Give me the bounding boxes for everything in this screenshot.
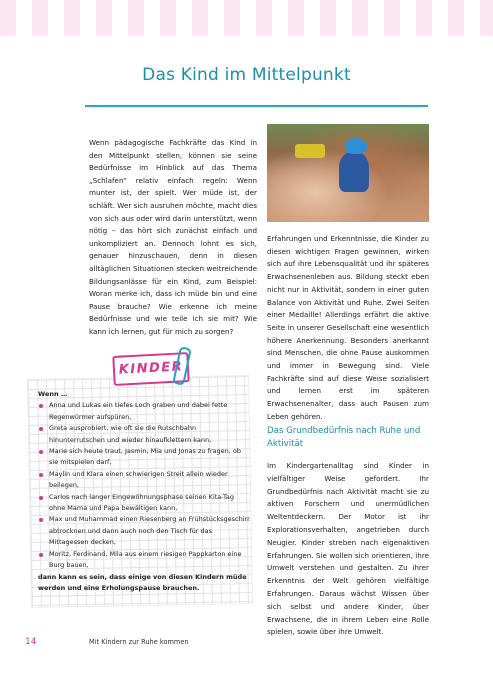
list-item	[38, 514, 250, 548]
list-item-text: Maylin und Klara einen schwierigen Streit allein wieder beilegen,	[49, 469, 228, 490]
list-item	[38, 400, 250, 423]
photo-hat	[345, 138, 367, 154]
body-paragraph-2: Im Kindergartenalltag sind Kinder in vielfältiger Weise gefordert. Ihr Grundbedürfnis nach Aktivität macht sie zu aktiven Forschern und unermüdlichen Weltentdeckern. Der Motor ist ihr Explorationsverhalten, angetrieben durch Neugier. Kinder streben nach eigenaktiven Erfahrungen. Sie wollen sich orientieren, ihre Umwelt verstehen und gestalten. Zu ihrer Erkenntnis der Welt gehören vielfältige Erfahrungen. Daraus wächst Wissen über sich selbst und andere Kinder, über Erwachsene, die in ihrem Leben eine Rolle spielen, sowie über ihre Umwelt.	[267, 461, 429, 637]
list-item	[38, 423, 250, 446]
header-stripes	[0, 0, 493, 36]
bullet-icon	[39, 450, 43, 454]
photo-child-playing-in-sand	[267, 124, 429, 222]
list-item	[38, 549, 250, 572]
section-heading: Das Grundbedürfnis nach Ruhe und Aktivität	[267, 426, 421, 449]
intro-paragraph: Wenn pädagogische Fachkräfte das Kind in den Mittelpunkt stellen, können sie seine Bedürfnisse im Hinblick auf das Thema „Schlafen“ relativ einfach regeln: Wenn munter ist, der spielt. Wer müde ist, der schläft. Wer sich ausruhen möchte, macht dies von sich aus oder wird darin unterstützt, wenn nötig – das hört sich zunächst einfach und unkompliziert an. Dennoch lohnt es sich, genauer hinzuschauen, denn in diesen alltäglichen Situationen stecken weitreichende Bildungsanlässe für ein Kind, zum Beispiel: Woran merke ich, dass ich müde bin und eine Pause brauche? Wie erkenne ich meine Bedürfnisse und wie teile ich sie mit? Wie kann ich lernen, gut für mich zu sorgen?	[89, 138, 257, 336]
list-item	[38, 492, 250, 515]
bullet-icon	[39, 553, 43, 557]
list-item	[38, 469, 250, 492]
list-item-text: Marie sich heute traut, Jasmin, Mia und Jonas zu fragen, ob sie mitspielen darf,	[49, 447, 241, 467]
page-title: Das Kind im Mittelpunkt	[142, 65, 351, 85]
photo-child	[339, 152, 369, 192]
title-divider	[85, 105, 428, 107]
list-item	[38, 446, 250, 469]
bullet-icon	[39, 473, 43, 477]
info-box-list	[38, 400, 250, 571]
list-item-text: Carlos nach langer Eingewöhnungsphase seinen Kita-Tag ohne Mama und Papa bewältigen kann,	[49, 492, 235, 513]
body-paragraph-1: Erfahrungen und Erkenntnisse, die Kinder zu diesen wichtigen Fragen gewinnen, wirken sich auf ihre Lebensqualität und ihr späteres Erwachsenenleben aus. Bildung steckt eben nicht nur in Aktivität, sondern in einer guten Balance von Aktivität und Ruhe. Zwei Seiten einer Medaille! Allerdings erfährt die aktive Seite in unserer Gesellschaft eine wesentlich höhere Anerkennung. Besonders anerkannt sind Menschen, die ohne Pause auskommen und immer in Bewegung sind. Viele Fachkräfte sind auf diese Weise sozialisiert und lernen erst im späteren Erwachsenenalter, dass auch Pausen zum Leben gehören.	[267, 234, 429, 421]
list-item-text: Max und Muhammad einen Riesenberg an Frühstücksgeschirr abtrocknen und dann auch noch den Tisch für das Mittagessen decken,	[49, 515, 250, 547]
info-box-lead: Wenn …	[38, 390, 68, 398]
info-box-closing: dann kann es sein, dass einige von diesen Kindern müde werden und eine Erholungspause brauchen.	[38, 572, 247, 592]
list-item-text: Moritz, Ferdinand, Mila aus einem riesigen Pappkarton eine Burg bauen,	[49, 549, 242, 570]
list-item-text: Greta ausprobiert, wie oft sie die Rutschbahn hinunterrutschen und wieder hinaufklettern kann,	[49, 424, 212, 444]
bullet-icon	[39, 496, 43, 500]
bullet-icon	[39, 404, 43, 408]
footer-title: Mit Kindern zur Ruhe kommen	[89, 638, 189, 646]
bullet-icon	[39, 427, 43, 431]
info-box-label: KINDER	[112, 352, 189, 386]
info-box-content	[38, 389, 250, 594]
page-number: 14	[25, 637, 37, 647]
list-item-text: Anna und Lukas ein tiefes Loch graben und dabei fette Regenwürmer aufspüren,	[49, 401, 228, 421]
bullet-icon	[39, 518, 43, 522]
photo-toy	[295, 144, 325, 158]
